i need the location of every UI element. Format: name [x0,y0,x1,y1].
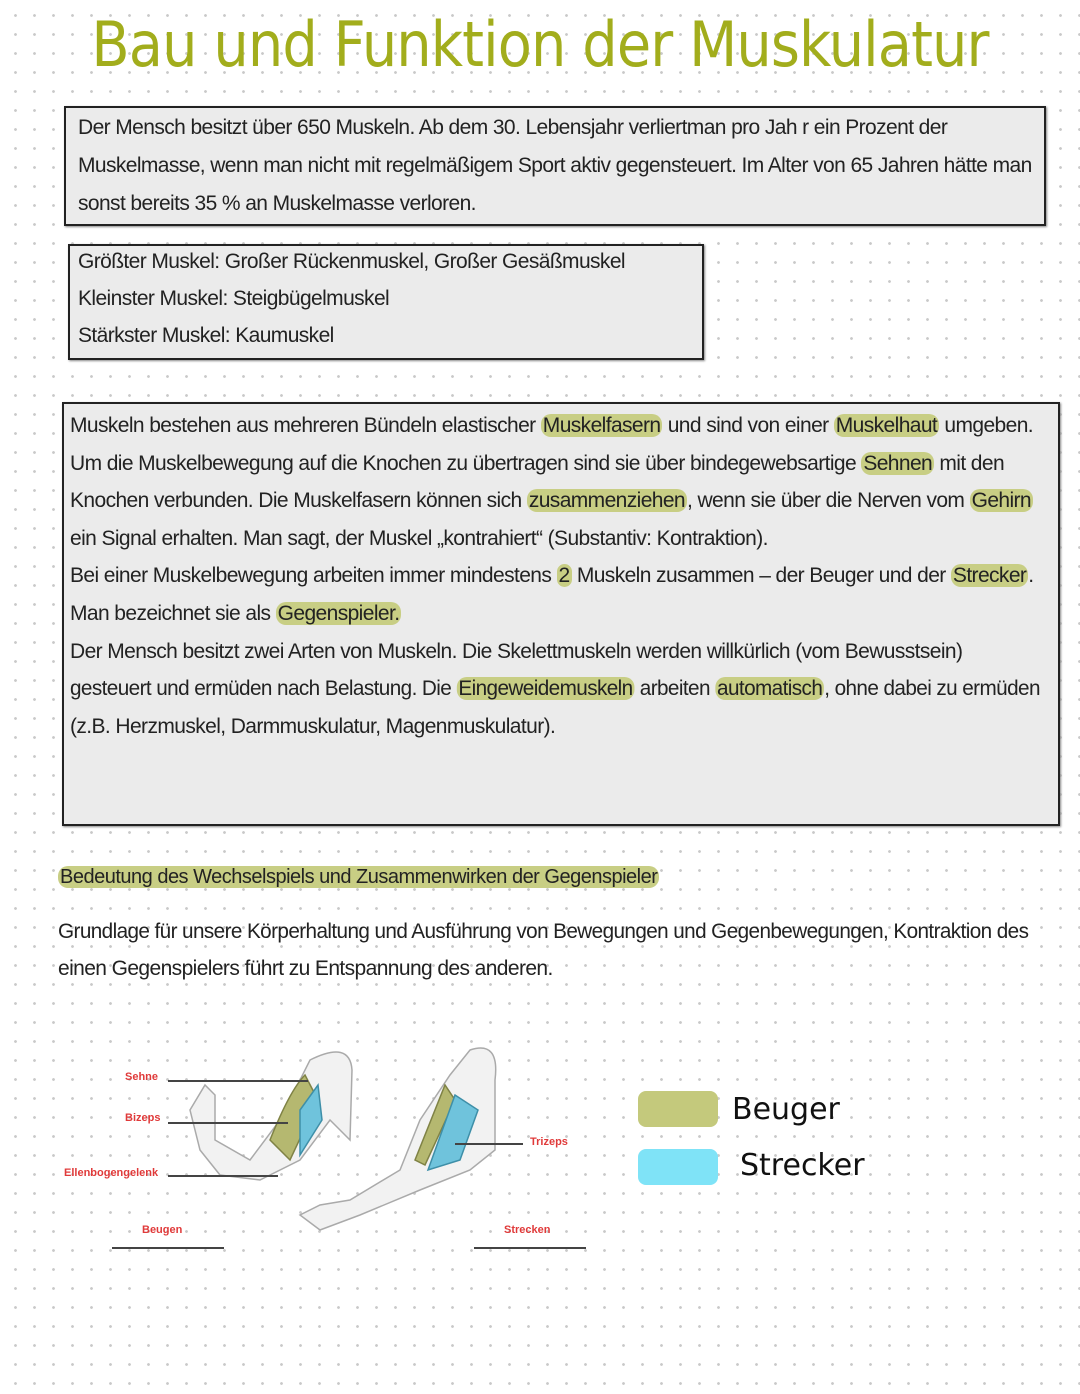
text-segment: mit den [934,451,1005,475]
strecker-swatch [638,1149,718,1185]
fact-strongest: Stärkster Muskel: Kaumuskel [78,324,334,347]
intro-line: Muskelmasse, wenn man nicht mit regelmäßigem Sport aktiv gegensteuert. Im Alter von 65 Jahren hätte man [78,154,1032,177]
fact-largest: Größter Muskel: Großer Rückenmuskel, Großer Gesäßmuskel [78,250,625,273]
label-sehne: Sehne [125,1071,159,1083]
text-segment: gesteuert und ermüden nach Belastung. Die [70,677,457,701]
text-segment: Man bezeichnet sie als [70,602,276,625]
label-trizeps: Trizeps [530,1136,568,1148]
text-segment: Knochen verbunden. Die Muskelfasern können sich [70,489,527,513]
text-segment: umgeben. [939,414,1034,437]
text-segment: Bei einer Muskelbewegung arbeiten immer mindestens [70,564,557,588]
highlighted-term: Strecker [952,564,1027,588]
highlighted-term: zusammenziehen [528,489,686,513]
highlighted-term: Muskelhaut [835,414,938,437]
label-bizeps: Bizeps [125,1112,161,1124]
fact-smallest: Kleinster Muskel: Steigbügelmuskel [78,287,390,310]
highlighted-term: Muskelfasern [542,414,661,437]
legend-strecker: Strecker [740,1148,865,1183]
highlighted-term: automatisch [717,677,823,701]
label-beugen: Beugen [142,1224,183,1236]
intro-line: sonst bereits 35 % an Muskelmasse verloren. [78,192,476,215]
highlighted-term: 2 [558,564,570,588]
text-segment: , wenn sie über die Nerven vom [687,489,970,513]
text-segment: . [1028,564,1034,588]
flexed-arm [190,1052,352,1180]
text-segment: Der Mensch besitzt zwei Arten von Muskeln. Die Skelettmuskeln werden willkürlich (vom Bewusstsein) [70,639,963,663]
section-heading-text: Bedeutung des Wechselspiels und Zusammenwirken der Gegenspieler [60,866,658,888]
highlighted-term: Eingeweidemuskeln [458,677,633,701]
section-line: Grundlage für unsere Körperhaltung und Ausführung von Bewegungen und Gegenbewegungen, Kontraktion des [58,920,1029,943]
label-ellenbogengelenk: Ellenbogengelenk [64,1167,159,1179]
text-segment: Muskeln zusammen – der Beuger und der [571,564,951,588]
section-line: einen Gegenspielers führt zu Entspannung des anderen. [58,957,553,980]
text-segment: Um die Muskelbewegung auf die Knochen zu übertragen sind sie über bindegewebsartige [70,451,862,475]
text-segment: Muskeln bestehen aus mehreren Bündeln elastischer [70,414,541,437]
highlighted-term: Gegenspieler. [277,602,400,625]
text-segment: ein Signal erhalten. Man sagt, der Muskel „kontrahiert“ (Substantiv: Kontraktion). [70,526,768,550]
text-segment: arbeiten [634,677,716,701]
page-title: Bau und Funktion der Muskulatur [91,8,989,81]
text-segment: , ohne dabei zu ermüden [824,677,1040,701]
label-strecken: Strecken [504,1224,551,1236]
intro-line: Der Mensch besitzt über 650 Muskeln. Ab dem 30. Lebensjahr verliertman pro Jah r ein Prozent der [78,116,948,139]
highlighted-term: Gehirn [971,489,1032,513]
highlighted-term: Sehnen [863,451,933,475]
beuger-swatch [638,1091,718,1127]
text-segment: (z.B. Herzmuskel, Darmmuskulatur, Magenmuskulatur). [70,714,556,738]
legend-beuger: Beuger [732,1092,840,1127]
text-segment: und sind von einer [662,414,834,437]
